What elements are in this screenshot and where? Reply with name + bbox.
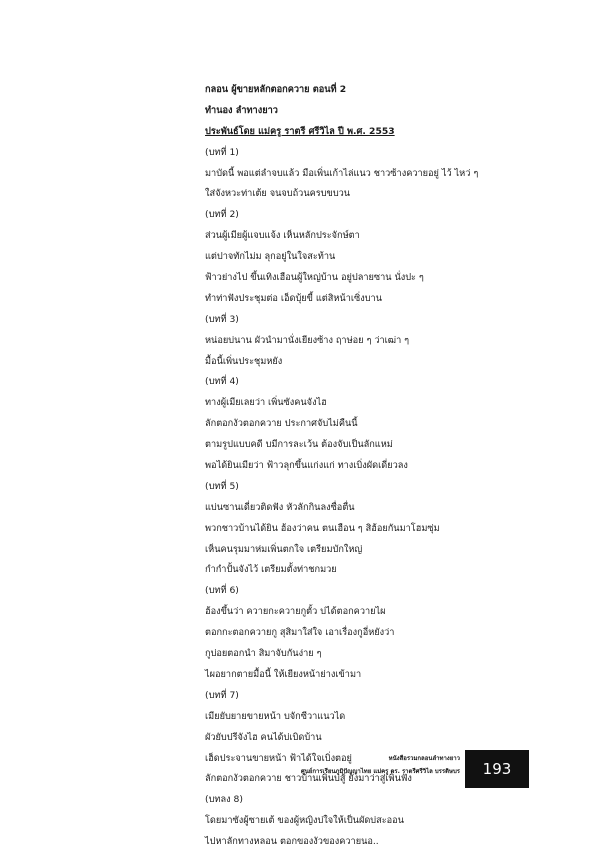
- poem-line: กูบ่อยตอกนำ สิมาจับกันง่าย ๆ: [205, 648, 322, 660]
- poem-line: ลักตอกงัวตอกควาย ชาวบ้านเพิ่นบ่สู้ ยังมาว่าสู่เพิ่นฟัง: [205, 773, 412, 785]
- poem-line: ฮ้องขึ้นว่า ควายกะควายกูตั้ว บ่ได้ตอกควายไผ: [205, 606, 386, 618]
- poem-line: ส่วนผู้เมียผู้แจบแจ้ง เห็นหลักประจักษ์ตา: [205, 230, 360, 242]
- poem-line: พวกชาวบ้านได้ยิน ฮ้องว่าคน ตนเฮือน ๆ สิฮ้อยกันมาโฮมซุ่ม: [205, 522, 440, 534]
- poem-line: แต่ปาจทักไม่ม ลุกอยู่ในใจสะท้าน: [205, 251, 336, 263]
- stanza-heading: (บทที่ 6): [205, 585, 239, 597]
- page-footer: [230, 752, 460, 778]
- poem-line: ไปหาลักทางหลอน ตอกของงัวของควายนอ..: [205, 836, 379, 848]
- page-number: 193: [482, 760, 512, 778]
- poem-line: กำกำปั้นจังไว้ เตรียมตั้งท่าชกมวย: [205, 564, 337, 576]
- poem-title: กลอน ผู้ขายหลักตอกควาย ตอนที่ 2: [205, 84, 347, 95]
- poem-line: เฮ็ดประจานขายหน้า ฟ้าได้ใจเบิ่งตอยู่: [205, 752, 352, 764]
- poem-line: ใส่จังหวะท่าเต้ย จนจบถ้วนครบขบวน: [205, 188, 351, 200]
- melody-line: ทำนอง ลำทางยาว: [205, 104, 278, 116]
- poem-line: เห็นคนรุมมาห่มเพิ่นตกใจ เตรียมบักใหญ่: [205, 543, 363, 555]
- poem-line: แบ่นซานเดี่ยวติดฟัง หัวลักกินลงซื่อตื่น: [205, 501, 355, 513]
- footer-book-title: หนังสือรวมกลอนลำทางยาว: [388, 755, 460, 762]
- poem-line: ตามรูปแบบคดี บมีการละเว้น ต้องจับเป็นลักแหม่: [205, 439, 393, 451]
- poem-line: หน่อยบ่นาน ผัวนำมานั่งเยียงซ้าง ฤาษ่อย ๆ ว่าเฒ่า ๆ: [205, 334, 410, 346]
- poem-body: [205, 80, 479, 853]
- stanza-heading: (บทที่ 2): [205, 209, 239, 221]
- poem-line: ไผอยากตายมื้อนี้ ให้เยียงหน้าย่างเข้ามา: [205, 668, 362, 680]
- poem-line: โดยมาซังผู้ซายเต้ ของผู้หญิงบ่ใจให้เป็นผัดบ่สะออน: [205, 815, 404, 827]
- poem-line: ทำท่าฟังประชุมต่อ เอ็ดบุ้ยขี้ แต่สิหน้าเซิ่งบาน: [205, 292, 382, 304]
- poem-line: มาบัดนี้ พอแต่ลำจบแล้ว มือเพิ่นเก้าไล่แนว ชาวซ้างควายอยู่ ไว้ ไหว่ ๆ: [205, 167, 479, 179]
- page-number-box: [465, 750, 529, 788]
- poem-line: ตอกกะตอกควายกู สุสิมาใส่ใจ เอาเรื่องกูอี่หยังว่า: [205, 627, 395, 639]
- poem-line: เมียยับยายขายหน้า บจักซีวาแนวได: [205, 710, 346, 722]
- poem-line: ฟ้าวย่างไป ขึ้นเทิงเฮือนผู้ใหญ่บ้าน อยู่ปลายซาน นั่งปะ ๆ: [205, 272, 424, 284]
- poem-line: มื้อนี้เพิ่นประชุมหยัง: [205, 355, 283, 367]
- stanza-heading: (บทที่ 4): [205, 376, 239, 388]
- poem-line: ผัวยับปรีจังไฮ คนได้บ่เบิดบ้าน: [205, 731, 322, 743]
- footer-author-line: ศูนย์การเรียนภูมิปัญญาไทย แม่ครู ดร. ราตรีศรีวิไล บรรดิษบร: [300, 768, 460, 775]
- stanza-heading: (บทที่ 5): [205, 480, 239, 492]
- stanza-heading: (บทลง 8): [205, 794, 243, 806]
- author-line: ประพันธ์โดย แม่ครู ราตรี ศรีวิไล ปี พ.ศ. 2553: [205, 125, 395, 137]
- stanza-heading: (บทที่ 7): [205, 689, 239, 701]
- stanza-heading: (บทที่ 3): [205, 313, 239, 325]
- poem-line: ทางผู้เมียเลยว่า เพิ่นซังคนจังไฮ: [205, 397, 327, 409]
- poem-line: ลักตอกงัวตอกควาย ประกาศจับไม่คืนนี้: [205, 418, 358, 430]
- stanza-heading: (บทที่ 1): [205, 146, 239, 158]
- poem-line: พอได้ยินเมียว่า ฟ้าวลุกขึ้นแก่งแก่ ทางเบิ่งผัดเดี่ยวลง: [205, 460, 408, 472]
